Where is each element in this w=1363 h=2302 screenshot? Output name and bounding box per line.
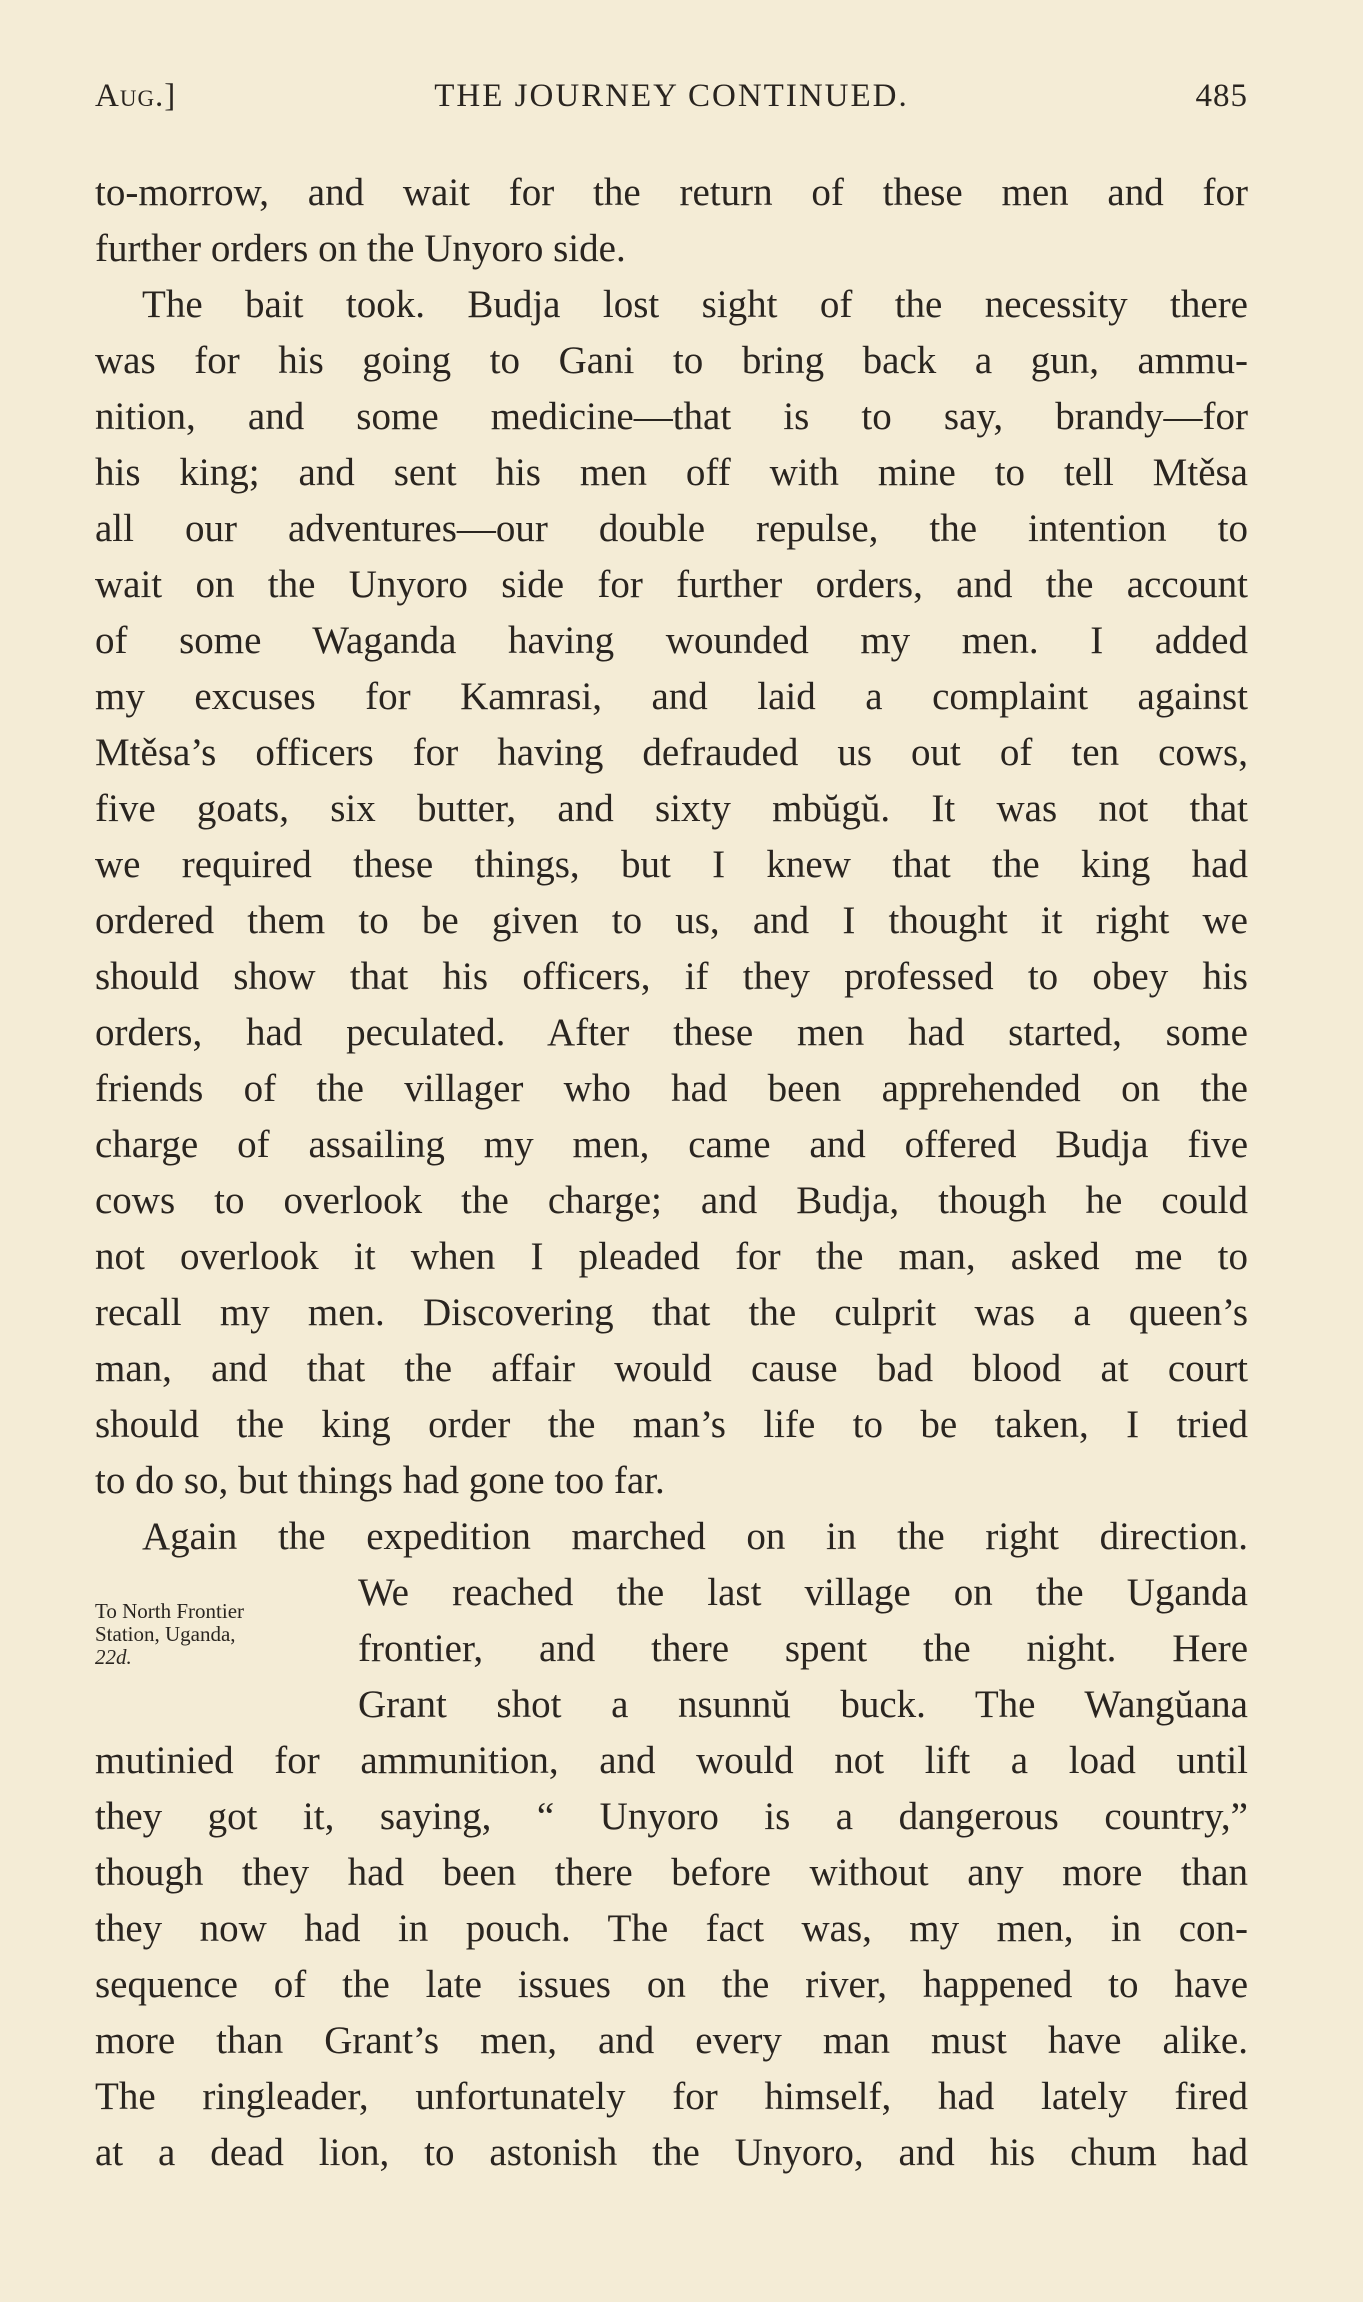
header-month: Aug.]: [95, 78, 177, 114]
body-text: [95, 165, 1248, 2181]
text-line: at a dead lion, to astonish the Unyoro, and his chum had: [95, 2131, 1248, 2174]
text-line: should the king order the man’s life to be taken, I tried: [95, 1403, 1248, 1446]
text-line: they now had in pouch. The fact was, my men, in con-: [95, 1907, 1248, 1950]
text-line: all our adventures—our double repulse, the intention to: [95, 507, 1248, 550]
text-line: was for his going to Gani to bring back a gun, ammu-: [95, 339, 1248, 382]
text-line: further orders on the Unyoro side.: [95, 227, 626, 270]
text-line: his king; and sent his men off with mine to tell Mtěsa: [95, 451, 1248, 494]
text-line: Grant shot a nsunnŭ buck. The Wangŭana: [358, 1683, 1248, 1726]
running-head: [95, 78, 1248, 118]
text-line: ordered them to be given to us, and I thought it right we: [95, 899, 1248, 942]
text-line: we required these things, but I knew that the king had: [95, 843, 1248, 886]
margin-note-date: 22d.: [95, 1645, 132, 1669]
text-line: cows to overlook the charge; and Budja, though he could: [95, 1179, 1248, 1222]
header-title: THE JOURNEY CONTINUED.: [434, 78, 909, 114]
margin-note-line: To North Frontier: [95, 1599, 245, 1623]
text-line: mutinied for ammunition, and would not lift a load until: [95, 1739, 1248, 1782]
text-line: man, and that the affair would cause bad blood at court: [95, 1347, 1248, 1390]
text-line: orders, had peculated. After these men had started, some: [95, 1011, 1248, 1054]
text-line: though they had been there before without any more than: [95, 1851, 1248, 1894]
text-line: Again the expedition marched on in the right direction.: [142, 1515, 1248, 1558]
text-line: more than Grant’s men, and every man must have alike.: [95, 2019, 1248, 2062]
text-line: charge of assailing my men, came and offered Budja five: [95, 1123, 1248, 1166]
text-line: should show that his officers, if they professed to obey his: [95, 955, 1248, 998]
text-line: We reached the last village on the Uganda: [358, 1571, 1248, 1614]
text-line: wait on the Unyoro side for further orders, and the account: [95, 563, 1248, 606]
text-line: nition, and some medicine—that is to say, brandy—for: [95, 395, 1248, 438]
text-line: Mtěsa’s officers for having defrauded us out of ten cows,: [95, 731, 1248, 774]
text-line: they got it, saying, “ Unyoro is a dangerous country,”: [95, 1795, 1248, 1838]
text-line: friends of the villager who had been apprehended on the: [95, 1067, 1248, 1110]
text-line: frontier, and there spent the night. Here: [358, 1627, 1248, 1670]
page-number: 485: [1195, 78, 1248, 114]
text-line: of some Waganda having wounded my men. I added: [95, 619, 1248, 662]
text-line: to do so, but things had gone too far.: [95, 1459, 665, 1502]
margin-note: [95, 1600, 355, 1669]
text-line: The bait took. Budja lost sight of the necessity there: [142, 283, 1248, 326]
text-line: The ringleader, unfortunately for himself, had lately fired: [95, 2075, 1248, 2118]
text-line: recall my men. Discovering that the culprit was a queen’s: [95, 1291, 1248, 1334]
text-line: sequence of the late issues on the river, happened to have: [95, 1963, 1248, 2006]
margin-note-line: Station, Uganda,: [95, 1622, 236, 1646]
text-line: my excuses for Kamrasi, and laid a complaint against: [95, 675, 1248, 718]
text-line: five goats, six butter, and sixty mbŭgŭ. It was not that: [95, 787, 1248, 830]
text-line: not overlook it when I pleaded for the man, asked me to: [95, 1235, 1248, 1278]
text-line: to-morrow, and wait for the return of these men and for: [95, 171, 1248, 214]
